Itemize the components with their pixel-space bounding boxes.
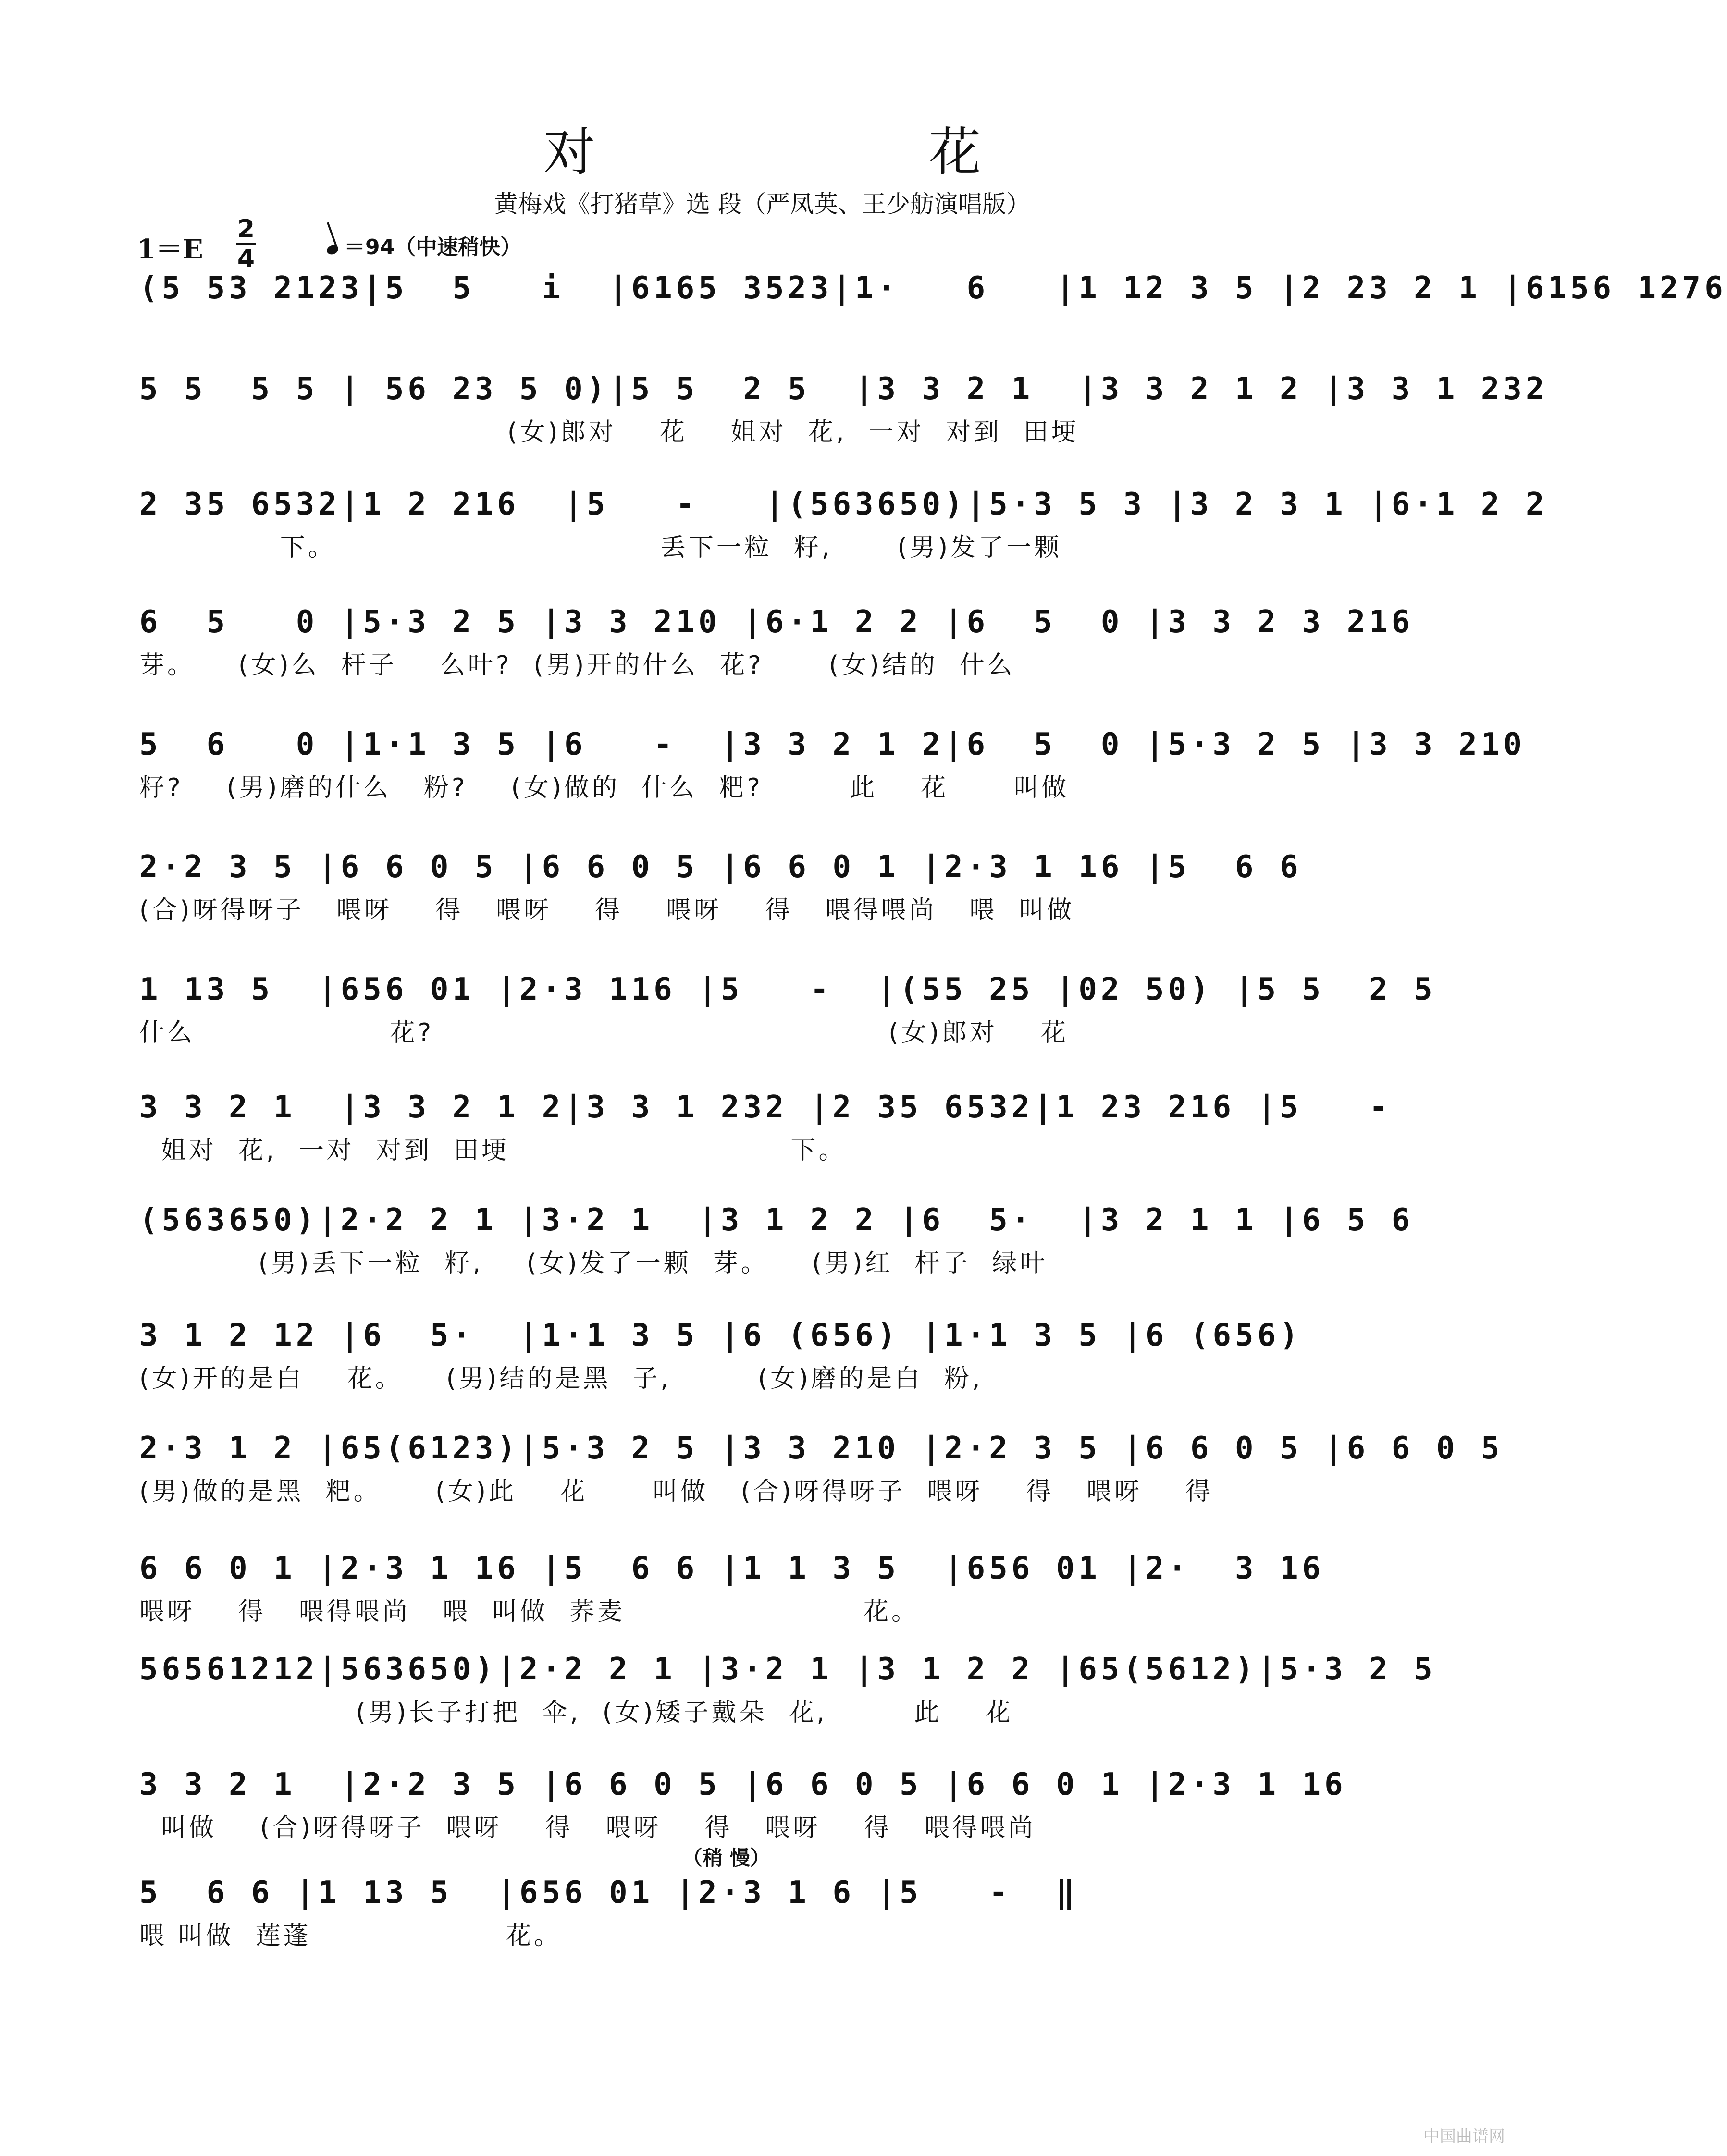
score-system	[139, 1874, 1403, 1950]
time-signature	[236, 217, 256, 271]
lyrics-line: (女)郎对 花 姐对 花, 一对 对到 田埂	[139, 418, 1079, 447]
score-system	[139, 1549, 1403, 1626]
score-system	[139, 1088, 1403, 1165]
lyrics-line: (女)开的是白 花。 (男)结的是黑 子, (女)磨的是白 粉,	[139, 1364, 983, 1393]
notation-line: 3 3 2 1 |3 3 2 1 2|3 3 1 232 |2 35 6532|1 23 216 |5 -	[139, 1090, 1392, 1125]
notation-line: 5 5 5 5 | 56 23 5 0)|5 5 2 5 |3 3 2 1 |3 3 2 1 2 |3 3 1 232	[139, 371, 1548, 407]
notation-line: 5 6 0 |1·1 3 5 |6 - |3 3 2 1 2|6 5 0 |5·3 2 5 |3 3 210	[139, 727, 1526, 762]
score-system	[139, 970, 1436, 1047]
lyrics-line: 芽。 (女)么 杆子 么叶? (男)开的什么 花? (女)结的 什么	[139, 651, 1015, 680]
meter-top: 2	[237, 215, 255, 244]
lyrics-line: (男)做的是黑 粑。 (女)此 花 叫做 (合)呀得呀子 喂呀 得 喂呀 得	[139, 1477, 1214, 1506]
lyrics-line: 下。 丢下一粒 籽, (男)发了一颗	[139, 533, 1062, 562]
notation-line: (563650)|2·2 2 1 |3·2 1 |3 1 2 2 |6 5· |3 2 1 1 |6 5 6	[139, 1202, 1414, 1238]
score-system	[139, 370, 1548, 447]
notation-line: 1 13 5 |656 01 |2·3 116 |5 - |(55 25 |02 50) |5 5 2 5	[139, 972, 1436, 1007]
notation-line: 2 35 6532|1 2 216 |5 - |(563650)|5·3 5 3 |3 2 3 1 |6·1 2 2	[139, 487, 1548, 522]
slow-marking: （稍 慢）	[682, 1846, 770, 1870]
score-system	[139, 1201, 1414, 1278]
score-system	[139, 603, 1414, 680]
score-system	[139, 1316, 1403, 1393]
score-system	[139, 485, 1548, 562]
watermark: 中国曲谱网	[1423, 2127, 1505, 2146]
notation-line: 3 3 2 1 |2·2 3 5 |6 6 0 5 |6 6 0 5 |6 6 0 1 |2·3 1 16	[139, 1767, 1347, 1802]
lyrics-line: 姐对 花, 一对 对到 田埂 下。	[139, 1136, 847, 1165]
key-signature: 1＝E	[137, 233, 203, 265]
lyrics-line: 什么 花? (女)郎对 花	[139, 1018, 1069, 1047]
score-system	[139, 848, 1403, 925]
page-title: 对 花	[543, 122, 1140, 183]
meter-bottom: 4	[237, 245, 255, 273]
score-system	[139, 1650, 1436, 1727]
notation-line: 3 1 2 12 |6 5· |1·1 3 5 |6 (656) |1·1 3 5 |6 (656)	[139, 1318, 1302, 1353]
lyrics-line: (男)丢下一粒 籽, (女)发了一颗 芽。 (男)红 杆子 绿叶	[139, 1249, 1048, 1278]
notation-line: 56561212|563650)|2·2 2 1 |3·2 1 |3 1 2 2 |65(5612)|5·3 2 5	[139, 1652, 1436, 1687]
lyrics-line: 喂呀 得 喂得喂尚 喂 叫做 荞麦 花。	[139, 1597, 920, 1626]
score-system	[139, 1765, 1403, 1842]
notation-line: (5 53 2123|5 5 i |6165 3523|1· 6 |1 12 3 5 |2 23 2 1 |6156 1276	[139, 270, 1727, 306]
quarter-note-icon	[326, 244, 340, 256]
lyrics-line: (男)长子打把 伞, (女)矮子戴朵 花, 此 花	[139, 1698, 1013, 1727]
notation-line: 5 6 6 |1 13 5 |656 01 |2·3 1 6 |5 - ‖	[139, 1875, 1079, 1911]
score-system	[139, 1429, 1504, 1506]
tempo-text: ＝94（中速稍快）	[344, 235, 522, 259]
tempo-marking	[327, 230, 521, 260]
lyrics-line: 叫做 (合)呀得呀子 喂呀 得 喂呀 得 喂呀 得 喂得喂尚	[139, 1813, 1036, 1842]
notation-line: 2·2 3 5 |6 6 0 5 |6 6 0 5 |6 6 0 1 |2·3 1 16 |5 6 6	[139, 849, 1302, 885]
score-system	[139, 725, 1526, 802]
notation-line: 6 5 0 |5·3 2 5 |3 3 210 |6·1 2 2 |6 5 0 |3 3 2 3 216	[139, 604, 1414, 640]
subtitle: 黄梅戏《打猪草》选 段（严凤英、王少舫演唱版）	[494, 190, 1030, 218]
lyrics-line: 喂 叫做 莲蓬 花。	[139, 1922, 562, 1950]
notation-line: 2·3 1 2 |65(6123)|5·3 2 5 |3 3 210 |2·2 3 5 |6 6 0 5 |6 6 0 5	[139, 1431, 1504, 1466]
lyrics-line: 籽? (男)磨的什么 粉? (女)做的 什么 粑? 此 花 叫做	[139, 773, 1070, 802]
score-system	[139, 269, 1727, 317]
lyrics-line: (合)呀得呀子 喂呀 得 喂呀 得 喂呀 得 喂得喂尚 喂 叫做	[139, 896, 1075, 925]
notation-line: 6 6 0 1 |2·3 1 16 |5 6 6 |1 1 3 5 |656 01 |2· 3 16	[139, 1551, 1325, 1586]
